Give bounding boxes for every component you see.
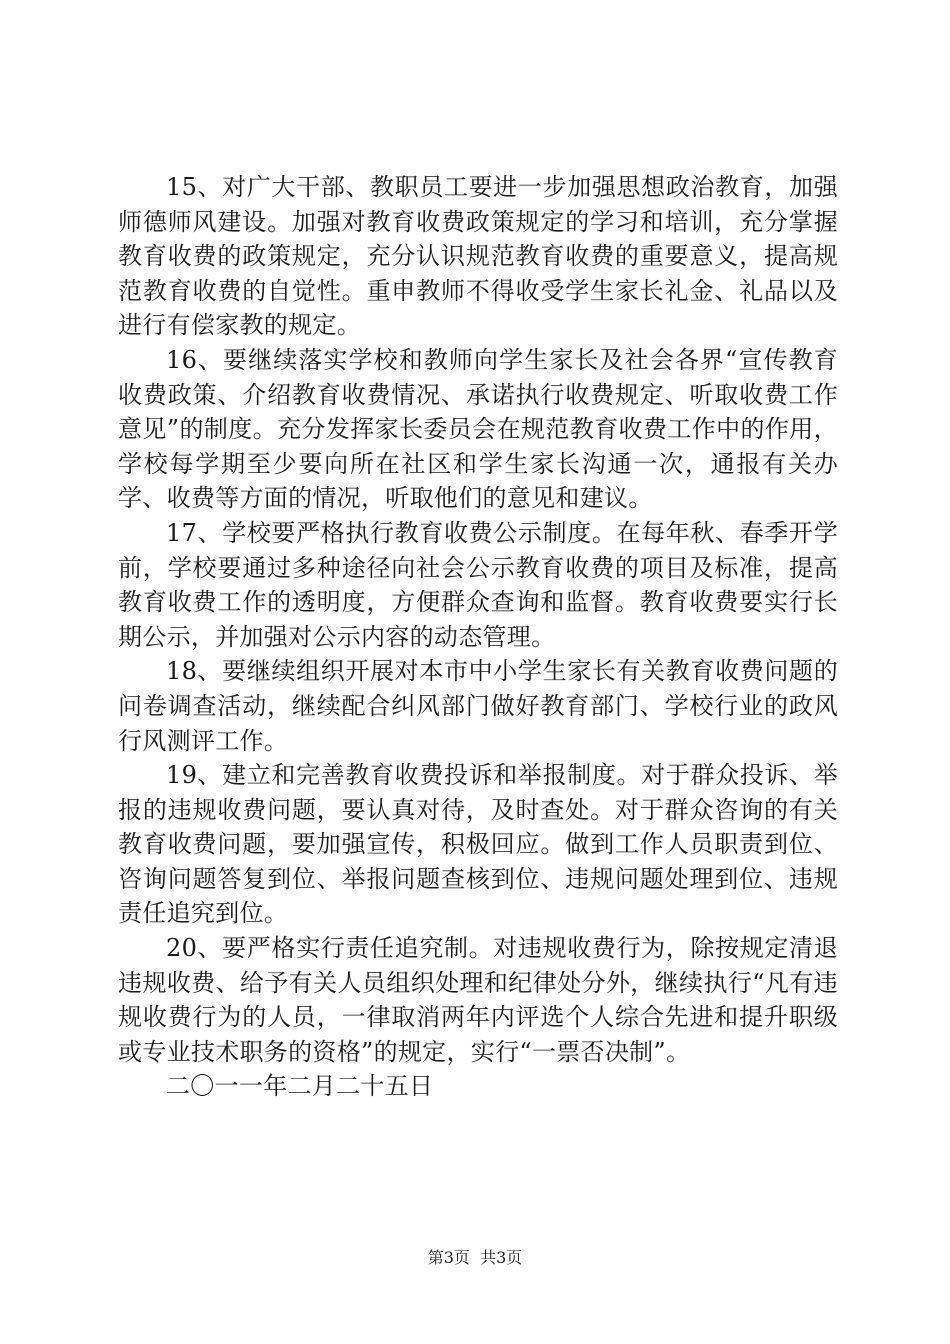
paragraph-18: 18、要继续组织开展对本市中小学生家长有关教育收费问题的问卷调查活动，继续配合纠风部门做好教育部门、学校行业的政风行风测评工作。 <box>118 657 838 755</box>
page-number-label: 第3页 共3页 <box>427 1248 523 1267</box>
page-footer <box>0 1245 950 1268</box>
paragraph-16: 16、要继续落实学校和教师向学生家长及社会各界“宣传教育收费政策、介绍教育收费情况、承诺执行收费规定、听取收费工作意见”的制度。充分发挥家长委员会在规范教育收费工作中的作用，学校每学期至少要向所在社区和学生家长沟通一次，通报有关办学、收费等方面的情况，听取他们的意见和建议。 <box>118 345 838 513</box>
paragraph-20: 20、要严格实行责任追究制。对违规收费行为，除按规定清退违规收费、给予有关人员组织处理和纪律处分外，继续执行“凡有违规收费行为的人员，一律取消两年内评选个人综合先进和提升职级或专业技术职务的资格”的规定，实行“一票否决制”。 <box>118 934 838 1066</box>
paragraph-17: 17、学校要严格执行教育收费公示制度。在每年秋、春季开学前，学校要通过多种途径向社会公示教育收费的项目及标准，提高教育收费工作的透明度，方便群众查询和监督。教育收费要实行长期公示，并加强对公示内容的动态管理。 <box>118 518 838 651</box>
document-body <box>118 170 838 1104</box>
document-date: 二〇一一年二月二十五日 <box>166 1072 434 1101</box>
paragraph-15: 15、对广大干部、教职员工要进一步加强思想政治教育，加强师德师风建设。加强对教育收费政策规定的学习和培训，充分掌握教育收费的政策规定，充分认识规范教育收费的重要意义，提高规范教育收费的自觉性。重申教师不得收受学生家长礼金、礼品以及进行有偿家教的规定。 <box>118 173 838 340</box>
paragraph-19: 19、建立和完善教育收费投诉和举报制度。对于群众投诉、举报的违规收费问题，要认真对待，及时查处。对于群众咨询的有关教育收费问题，要加强宣传，积极回应。做到工作人员职责到位、咨询问题答复到位、举报问题查核到位、违规问题处理到位、违规责任追究到位。 <box>118 761 838 928</box>
